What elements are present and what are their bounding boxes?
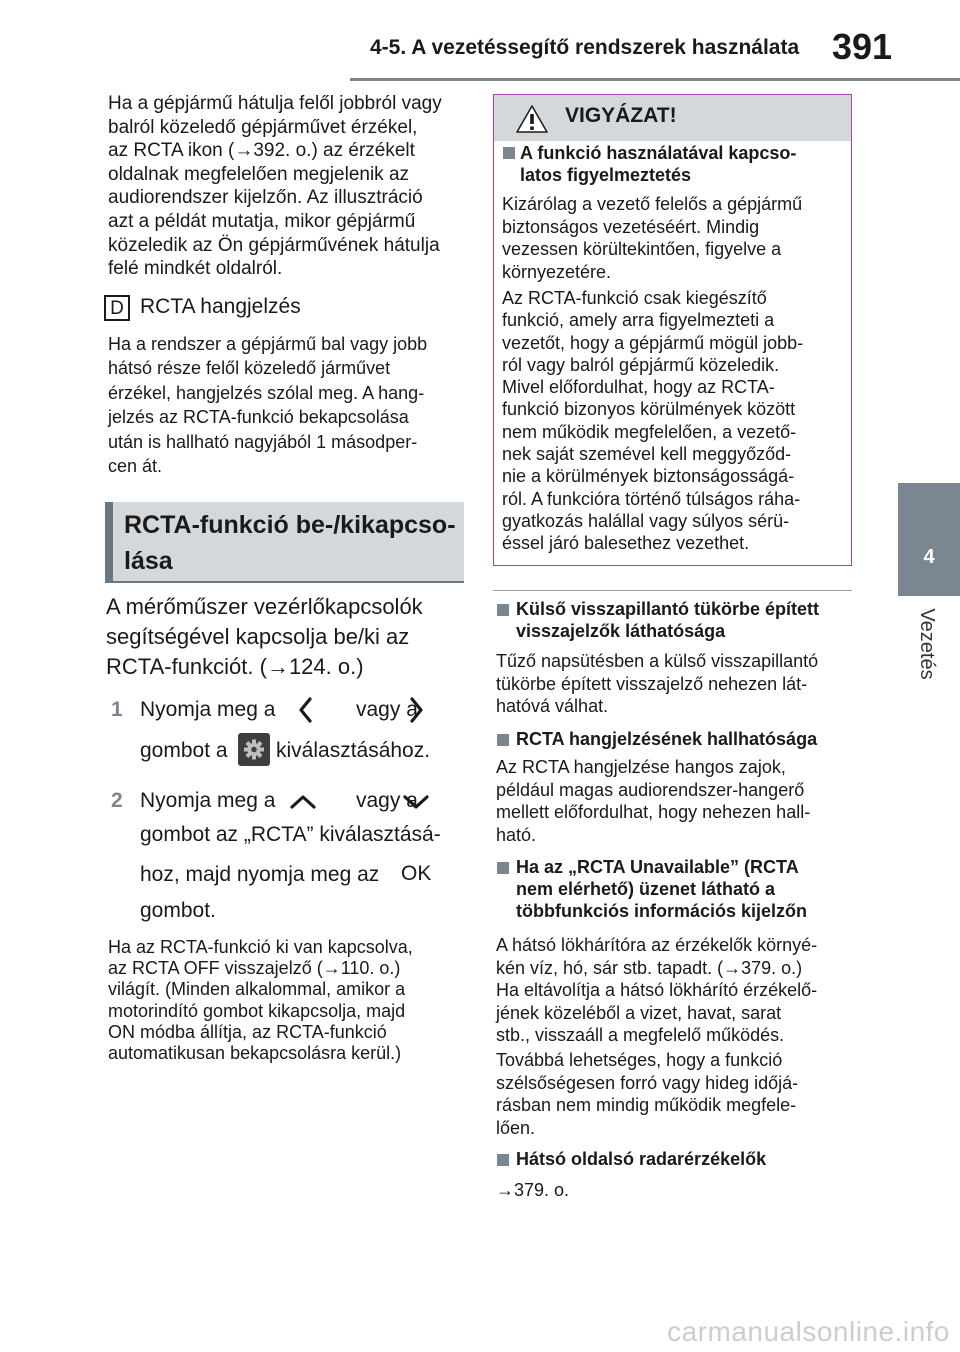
callout-letter-box: D bbox=[104, 295, 130, 321]
right-column-divider bbox=[493, 590, 852, 591]
page-reference-link[interactable]: →379. o. bbox=[496, 1180, 570, 1200]
chapter-label: Vezetés bbox=[916, 608, 938, 680]
note-text-unavailable: A hátsó lökhárítóra az érzékelők környé- kén víz, hó, sár stb. tapadt. (→379. o.) Ha eltávolítja a hátsó lökhárító érzékelő- jének közeléből a vizet, havat, sarat stb., visszaáll a megfelelő működés. bbox=[496, 935, 818, 1046]
square-bullet-icon bbox=[503, 147, 515, 159]
step-2-text-a: Nyomja meg a bbox=[140, 789, 276, 812]
note-text-temperature: Továbbá lehetséges, hogy a funkció szélsőségesen forró vagy hideg időjá- rásban nem mindig működik megfele- lően. bbox=[496, 1050, 799, 1138]
step-2-text-e: gombot. bbox=[140, 899, 216, 922]
caution-subheading: A funkció használatával kapcso- latos figyelmeztetés bbox=[520, 143, 797, 185]
step-1-text-d: kiválasztásához. bbox=[276, 739, 431, 762]
step-1-number: 1 bbox=[111, 698, 123, 721]
header-title: 4-5. A vezetéssegítő rendszerek használata bbox=[370, 36, 800, 59]
section-intro: A mérőműszer vezérlőkapcsolók segítségével kapcsolja be/ki az RCTA-funkciót. (→124. o.) bbox=[106, 594, 423, 679]
chevron-right-icon bbox=[410, 697, 424, 723]
square-bullet-icon bbox=[497, 862, 509, 874]
page-number: 391 bbox=[832, 26, 893, 67]
square-bullet-icon bbox=[497, 604, 509, 616]
step-1-text-a: Nyomja meg a bbox=[140, 698, 276, 721]
settings-gear-icon bbox=[238, 733, 270, 766]
step-2-text-b: vagy a bbox=[356, 789, 418, 812]
square-bullet-icon bbox=[497, 734, 509, 746]
rcta-off-note: Ha az RCTA-funkció ki van kapcsolva, az RCTA OFF visszajelző (→110. o.) világít. (Minden alkalommal, amikor a motorindító gombot kikapcsolja, majd ON módba állítja, az RCTA-funkció automatikusan bekapcsolásra kerül.) bbox=[108, 937, 413, 1064]
chevron-down-icon bbox=[402, 794, 430, 810]
callout-title: RCTA hangjelzés bbox=[140, 295, 301, 318]
chapter-number: 4 bbox=[923, 546, 935, 568]
warning-triangle-icon bbox=[515, 104, 549, 134]
caution-title: VIGYÁZAT! bbox=[565, 104, 677, 127]
step-2-text-c: gombot az „RCTA” kiválasztásá- bbox=[140, 823, 441, 846]
note-text-audibility: Az RCTA hangjelzése hangos zajok, például magas audiorendszer-hangerő mellett előfordulhat, hogy nehezen hall- ható. bbox=[496, 757, 811, 845]
watermark: carmanualsonline.info bbox=[667, 1316, 950, 1347]
section-heading-rule bbox=[105, 581, 464, 583]
ok-button-symbol: OK bbox=[401, 862, 432, 885]
square-bullet-icon bbox=[497, 1154, 509, 1166]
chevron-left-icon bbox=[298, 697, 312, 723]
intro-paragraph: Ha a gépjármű hátulja felől jobbról vagy balról közeledő gépjárművet érzékel, az RCTA ikon (→392. o.) az érzékelt oldalnak megfelelően megjelenik az audiorendszer kijelzőn. Az illusztráció azt a példát mutatja, mikor gépjármű közeledik az Ön gépjárművének hátulja felé mindkét oldalról. bbox=[108, 93, 442, 280]
header-rule bbox=[350, 78, 960, 81]
caution-paragraph-1: Kizárólag a vezető felelős a gépjármű biztonságos vezetéséért. Mindig vezessen körültekintően, figyelve a környezetére. bbox=[502, 194, 803, 282]
callout-body: Ha a rendszer a gépjármű bal vagy jobb hátsó része felől közeledő járművet érzékel, hangjelzés szólal meg. A hang- jelzés az RCTA-funkció bekapcsolása után is hallható nagyjából 1 másodper- cen át. bbox=[108, 334, 428, 477]
note-heading-mirror-indicators: Külső visszapillantó tükörbe épített visszajelzők láthatósága bbox=[516, 599, 820, 641]
step-1-text-b: vagy a bbox=[356, 698, 418, 721]
step-1-text-c: gombot a bbox=[140, 739, 228, 762]
section-title: RCTA-funkció be-/kikapcso- lása bbox=[124, 511, 456, 575]
caution-paragraph-2: Az RCTA-funkció csak kiegészítő funkció, amely arra figyelmezteti a vezetőt, hogy a gépjármű mögül jobb- ról vagy balról gépjármű közeledik. Mivel előfordulhat, hogy az RCTA- funkció bizonyos körülmények között nem működik megfelelően, a vezető- nek saját szemével kell meggyőződ- nie a körülmények biztonságosságá- ról. A funkcióra történő túlságos ráha- gyatkozás halállal vagy súlyos sérü- éssel járó balesethez vezethet. bbox=[502, 288, 804, 554]
note-heading-unavailable: Ha az „RCTA Unavailable” (RCTA nem elérhető) üzenet látható a többfunkciós információs kijelzőn bbox=[516, 857, 808, 921]
chevron-up-icon bbox=[289, 794, 317, 810]
note-text-mirror-indicators: Tűző napsütésben a külső visszapillantó tükörbe épített visszajelző nehezen lát- hatóvá válhat. bbox=[496, 651, 819, 717]
note-heading-audibility: RCTA hangjelzésének hallhatósága bbox=[516, 729, 818, 749]
note-heading-radar-sensors: Hátsó oldalsó radarérzékelők bbox=[516, 1149, 767, 1169]
step-2-text-d: hoz, majd nyomja meg az bbox=[140, 863, 380, 886]
step-2-number: 2 bbox=[111, 789, 123, 812]
